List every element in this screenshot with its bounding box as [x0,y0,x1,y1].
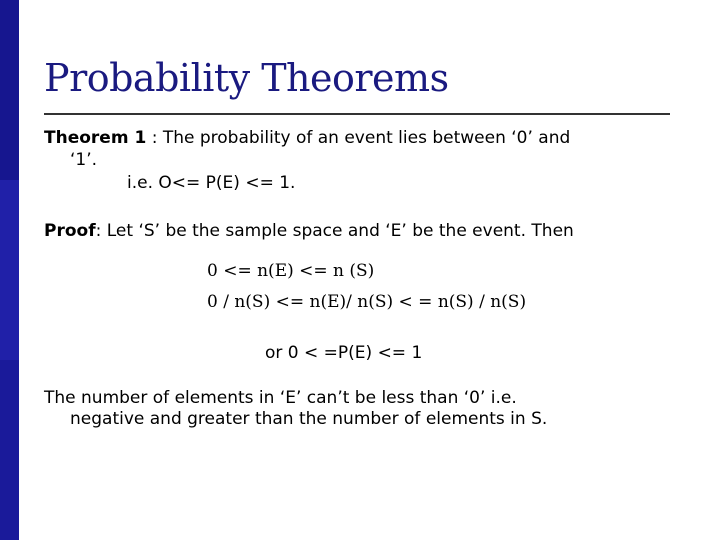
slide-title: Probability Theorems [44,56,449,100]
theorem-ie-line: i.e. O<= P(E) <= 1. [127,173,296,193]
sidebar-segment-middle [0,180,19,360]
formula-1: 0 <= n(E) <= n (S) [207,261,375,281]
theorem-line-2: ‘1’. [70,150,98,170]
proof-result: or 0 < =P(E) <= 1 [265,343,423,363]
sidebar-segment-bottom [0,360,19,540]
conclusion-line-2: negative and greater than the number of elements in S. [70,409,548,429]
proof-line [44,220,574,242]
theorem-label: Theorem 1 [44,128,147,148]
theorem-line-1 [44,127,570,149]
theorem-text: : The probability of an event lies between ‘0’ and [146,128,571,148]
formula-2: 0 / n(S) <= n(E)/ n(S) < = n(S) / n(S) [207,292,527,312]
title-divider [44,113,670,115]
sidebar-bar [0,0,19,540]
proof-label: Proof [44,221,96,241]
sidebar-segment-top [0,0,19,180]
conclusion-line-1: The number of elements in ‘E’ can’t be less than ‘0’ i.e. [44,388,517,408]
proof-text: : Let ‘S’ be the sample space and ‘E’ be the event. Then [95,221,574,241]
